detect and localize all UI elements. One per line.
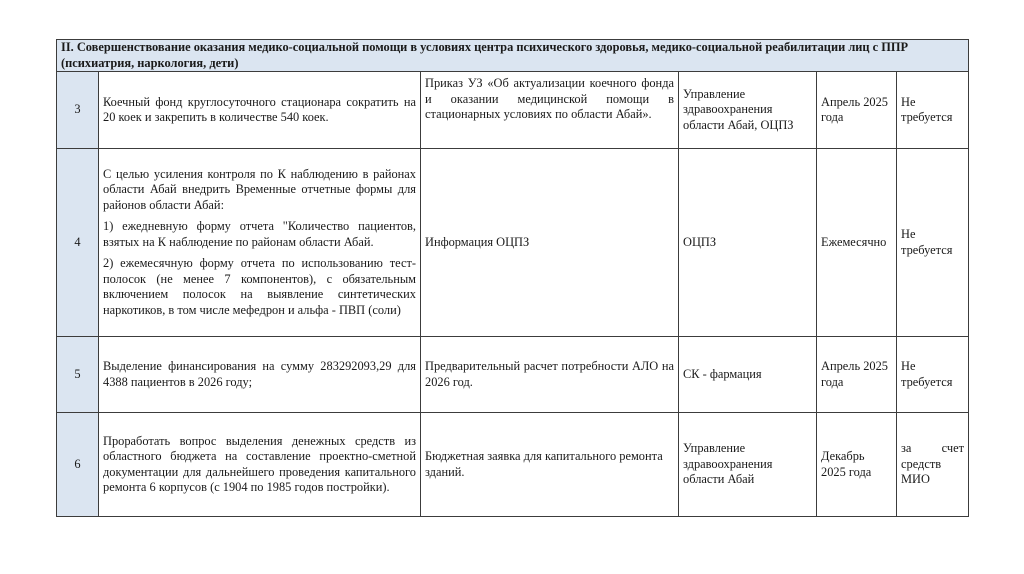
table-row (57, 413, 969, 517)
section-title: II. Совершенствование оказания медико-социальной помощи в условиях центра психического здоровья, медико-социальной реабилитации лиц с ППР (психиатрия, наркология, дети) (57, 40, 969, 72)
table-row (57, 149, 969, 337)
action-cell (99, 149, 421, 337)
deadline-cell: Апрель 2025 года (817, 72, 897, 149)
funding-line-1 (901, 441, 964, 457)
funding-cell (897, 413, 969, 517)
responsible-cell: Управление здравоохранения области Абай, ОЦПЗ (679, 72, 817, 149)
row-number: 5 (57, 337, 99, 413)
action-item-1: 1) ежедневную форму отчета "Количество пациентов, взятых на К наблюдение по районам области Абай. (103, 219, 416, 249)
responsible-cell: ОЦПЗ (679, 149, 817, 337)
deadline-cell: Декабрь 2025 года (817, 413, 897, 517)
completion-form-cell: Бюджетная заявка для капитального ремонта зданий. (421, 413, 679, 517)
funding-word: за (901, 441, 912, 456)
funding-cell: Не требуется (897, 337, 969, 413)
row-number: 3 (57, 72, 99, 149)
action-item-2: 2) ежемесячную форму отчета по использованию тест-полосок (не менее 7 компонентов), с обязательным включением полосок на выявление синтетических наркотиков, в том числе мефедрон и альфа - ПВП (соли) (103, 256, 416, 317)
funding-word: счет (941, 441, 965, 456)
action-plan-table (56, 39, 969, 517)
funding-cell: Не требуется (897, 149, 969, 337)
action-cell: Коечный фонд круглосуточного стационара сократить на 20 коек и закрепить в количестве 540 коек. (99, 72, 421, 149)
deadline-cell: Ежемесячно (817, 149, 897, 337)
completion-form-cell: Предварительный расчет потребности АЛО на 2026 год. (421, 337, 679, 413)
funding-cell: Не требуется (897, 72, 969, 149)
completion-form-cell: Информация ОЦПЗ (421, 149, 679, 337)
action-cell: Выделение финансирования на сумму 283292093,29 для 4388 пациентов в 2026 году; (99, 337, 421, 413)
row-number: 6 (57, 413, 99, 517)
section-header-row (57, 40, 969, 72)
action-intro: С целью усиления контроля по К наблюдению в районах области Абай внедрить Временные отчетные формы для районов области Абай: (103, 166, 416, 212)
responsible-cell: Управление здравоохранения области Абай (679, 413, 817, 517)
row-number: 4 (57, 149, 99, 337)
completion-form-cell: Приказ УЗ «Об актуализации коечного фонда и оказании медицинской помощи в стационарных условиях по области Абай». (421, 72, 679, 149)
funding-line-2: средств МИО (901, 456, 942, 487)
action-cell: Проработать вопрос выделения денежных средств из областного бюджета на составление проектно-сметной документации для дальнейшего проведения капитального ремонта 6 корпусов (с 1904 по 1985 годов постройки). (99, 413, 421, 517)
table-row (57, 72, 969, 149)
deadline-cell: Апрель 2025 года (817, 337, 897, 413)
table-row (57, 337, 969, 413)
responsible-cell: СК - фармация (679, 337, 817, 413)
